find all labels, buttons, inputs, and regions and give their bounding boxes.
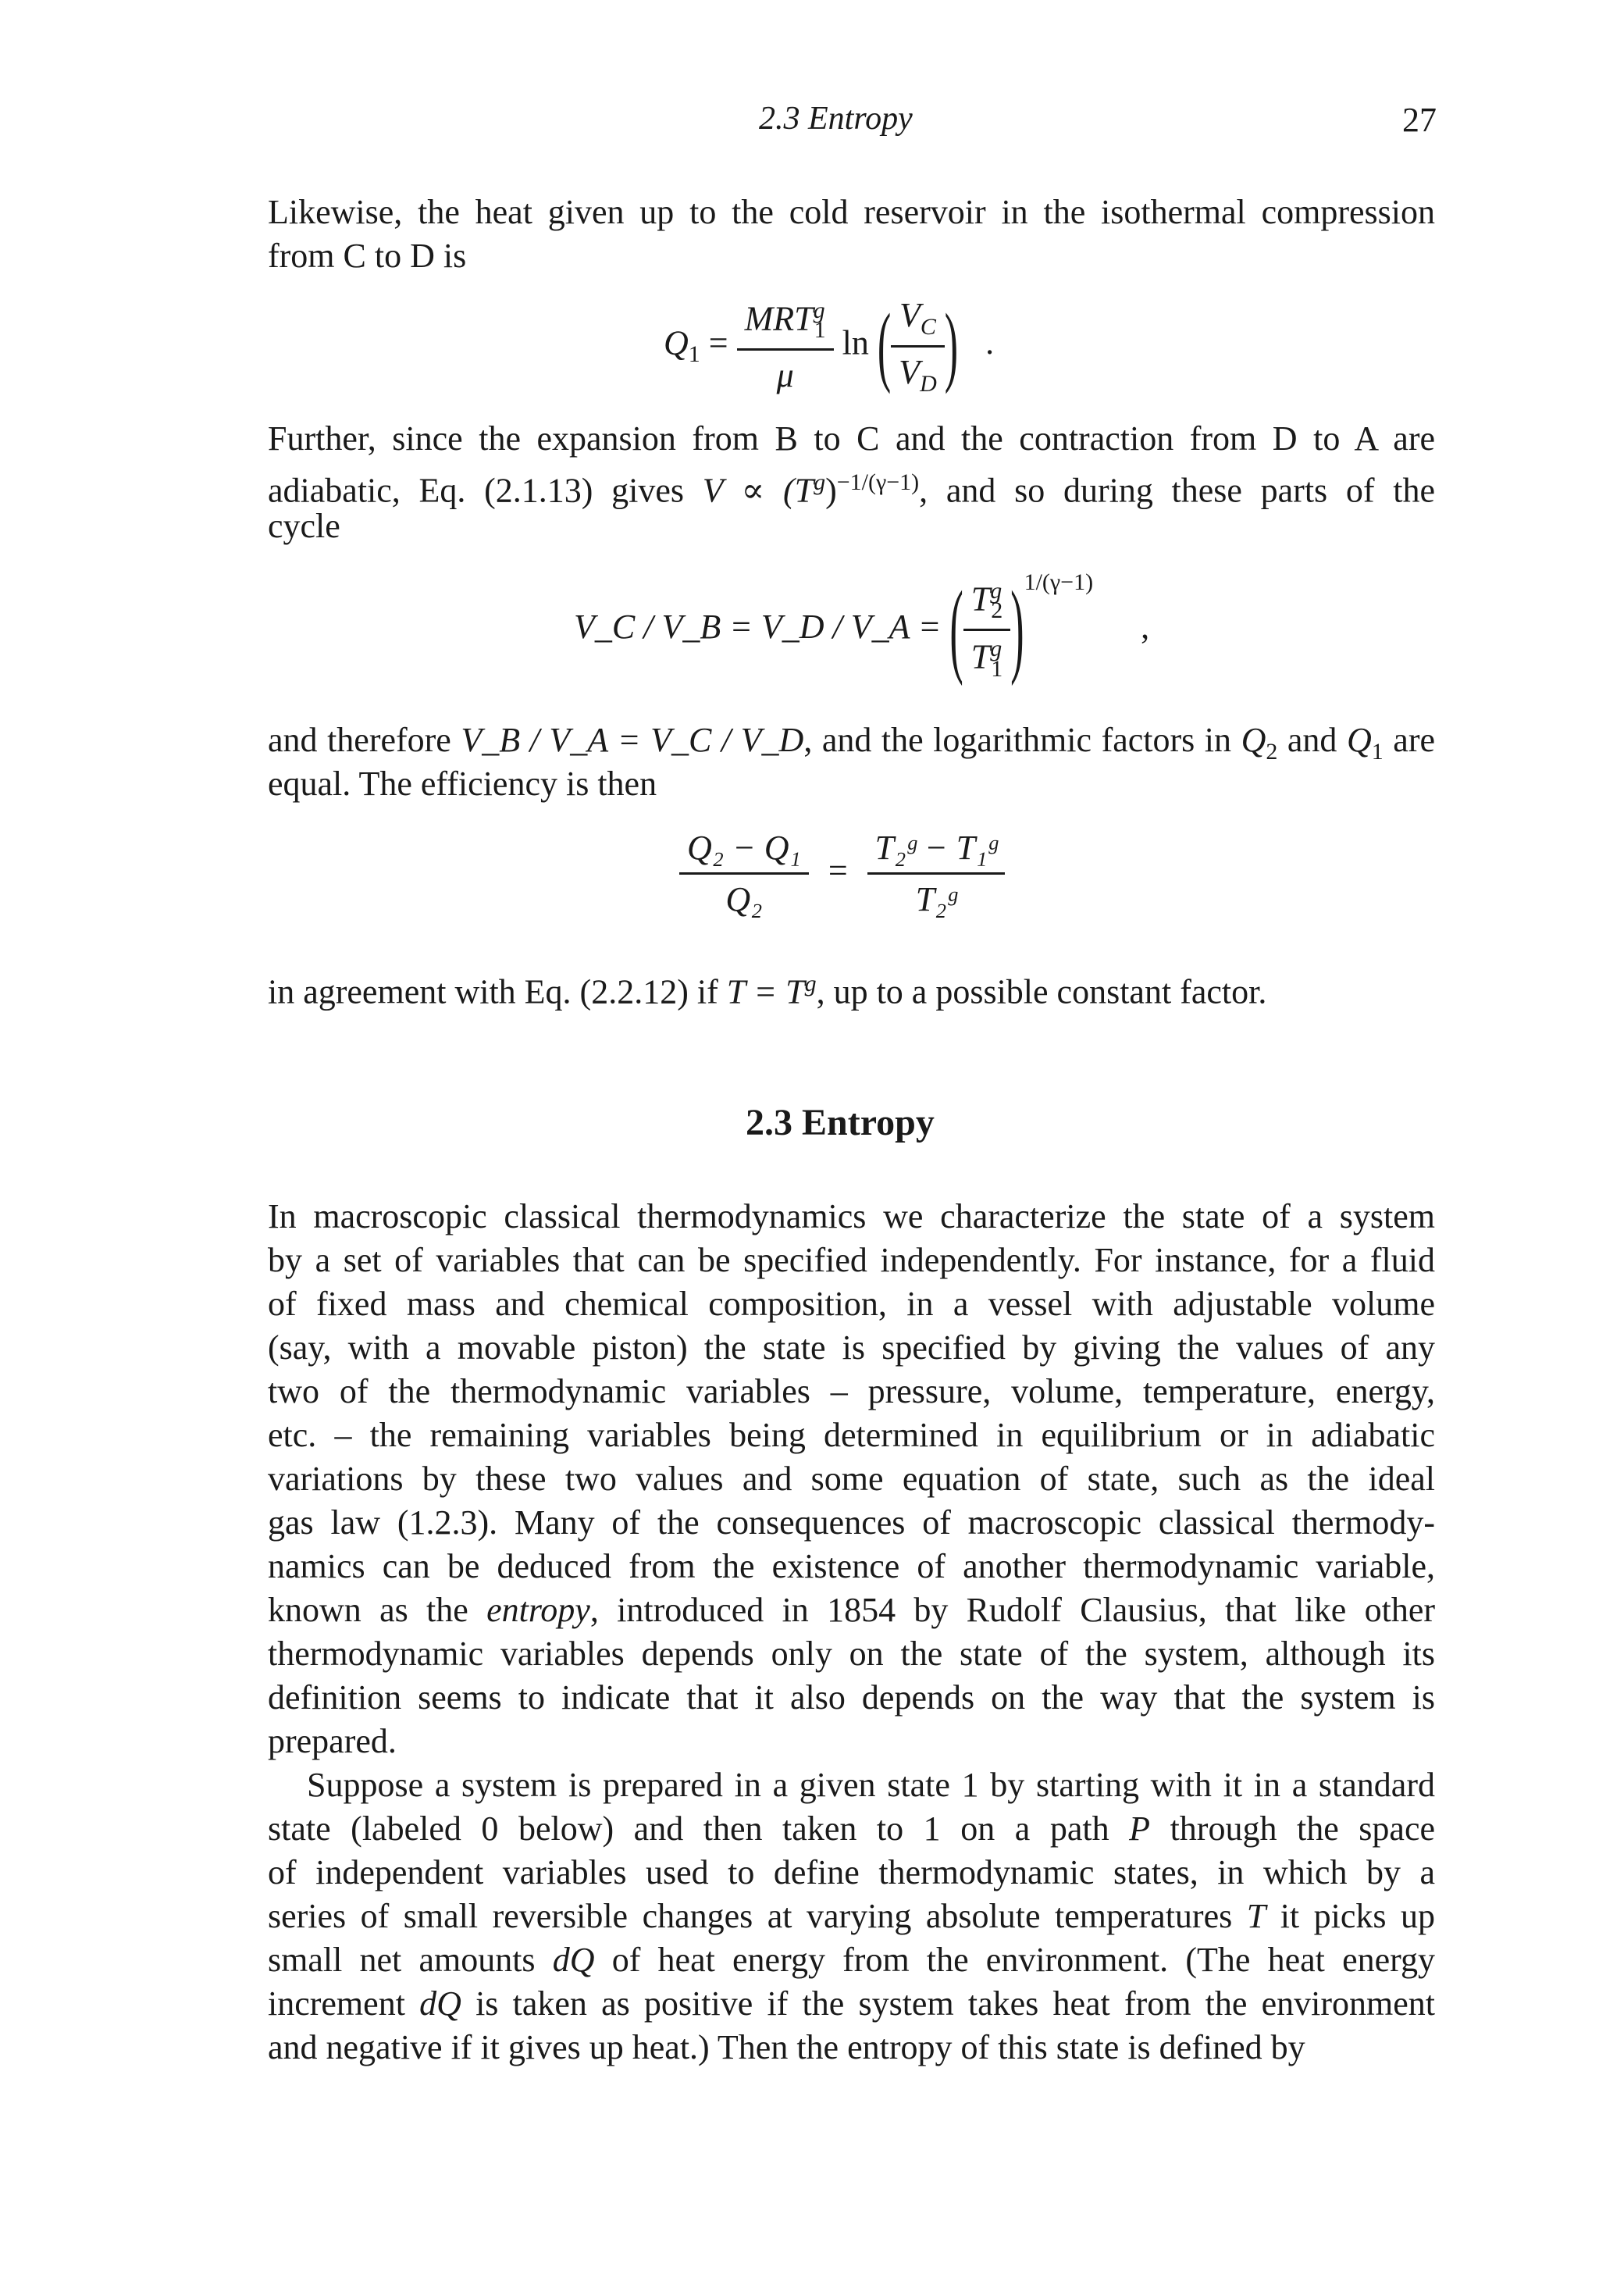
text-line: gas law (1.2.3). Many of the consequences of macroscopic classical thermody-: [268, 1503, 1435, 1542]
text-line: namics can be deduced from the existence of another thermodynamic variable,: [268, 1547, 1435, 1585]
text-line: adiabatic, Eq. (2.1.13) gives $V \propto (T^g)^{-1/(\gamma-1)}$, and so during these parts of the: [268, 469, 1435, 510]
text-line: variations by these two values and some equation of state, such as the ideal: [268, 1460, 1435, 1498]
paragraph-5: [268, 1195, 1435, 1763]
equation-q1: $Q_1$ = $\frac{MRT^g_1}{\mu}$ ln ( $\frac{V_C}{V_D}$ ) .: [664, 296, 995, 397]
paragraph-3: [268, 718, 1435, 806]
text-line: prepared.: [268, 1722, 397, 1760]
text-line: equal. The efficiency is then: [268, 765, 657, 803]
text-line: In macroscopic classical thermodynamics we characterize the state of a system: [268, 1197, 1435, 1235]
text-line: series of small reversible changes at varying absolute temperatures T it picks up: [268, 1897, 1435, 1935]
text-line: thermodynamic variables depends only on the state of the system, although its: [268, 1635, 1435, 1673]
text-line: Suppose a system is prepared in a given state 1 by starting with it in a standard: [307, 1766, 1435, 1804]
text-line: (say, with a movable piston) the state is specified by giving the values of any: [268, 1328, 1435, 1367]
text-line: two of the thermodynamic variables – pressure, volume, temperature, energy,: [268, 1372, 1435, 1410]
running-header-title: 2.3 Entropy: [759, 101, 913, 137]
text-line: of independent variables used to define thermodynamic states, in which by a: [268, 1853, 1435, 1891]
page-number: 27: [1402, 101, 1437, 139]
text-line: from C to D is: [268, 237, 467, 275]
text-line: definition seems to indicate that it also depends on the way that the system is: [268, 1678, 1435, 1717]
equation-volume-ratio: V_C / V_B = V_D / V_A = ( $\frac{T^g_2}{T^g_1}$ )$^{1/(\gamma-1)}$ ,: [574, 569, 1150, 689]
text-line: Likewise, the heat given up to the cold reservoir in the isothermal compression: [268, 193, 1435, 231]
text-line: by a set of variables that can be specified independently. For instance, for a fluid: [268, 1241, 1435, 1279]
paragraph-1: [268, 191, 1435, 278]
paragraph-4: [268, 962, 1435, 1011]
text-line: cycle: [268, 507, 340, 545]
section-heading: 2.3 Entropy: [746, 1102, 935, 1143]
text-line: in agreement with Eq. (2.2.12) if $T = T^g$, up to a possible constant factor.: [268, 971, 1267, 1011]
text-line: of fixed mass and chemical composition, in a vessel with adjustable volume: [268, 1285, 1435, 1323]
text-line: small net amounts dQ of heat energy from the environment. (The heat energy: [268, 1941, 1435, 1979]
paragraph-2: [268, 417, 1435, 548]
paragraph-6: [268, 1763, 1435, 2070]
text-line: and negative if it gives up heat.) Then the entropy of this state is defined by: [268, 2028, 1305, 2066]
text-line: known as the entropy, introduced in 1854 by Rudolf Clausius, that like other: [268, 1591, 1436, 1629]
equation-efficiency: $\frac{\text{Q₂ − Q₁}}{\text{Q₂}}$ = $\frac{\text{T₂ᵍ − T₁ᵍ}}{\text{T₂ᵍ}}$: [679, 828, 1005, 919]
text-line: and therefore V_B / V_A = V_C / V_D, and the logarithmic factors in $Q_2$ and $Q_1$ are: [268, 721, 1435, 765]
text-line: Further, since the expansion from B to C and the contraction from D to A are: [268, 419, 1435, 458]
text-line: increment dQ is taken as positive if the system takes heat from the environment: [268, 1984, 1435, 2023]
text-line: etc. – the remaining variables being determined in equilibrium or in adiabatic: [268, 1416, 1435, 1454]
text-line: state (labeled 0 below) and then taken to 1 on a path P through the space: [268, 1809, 1436, 1848]
